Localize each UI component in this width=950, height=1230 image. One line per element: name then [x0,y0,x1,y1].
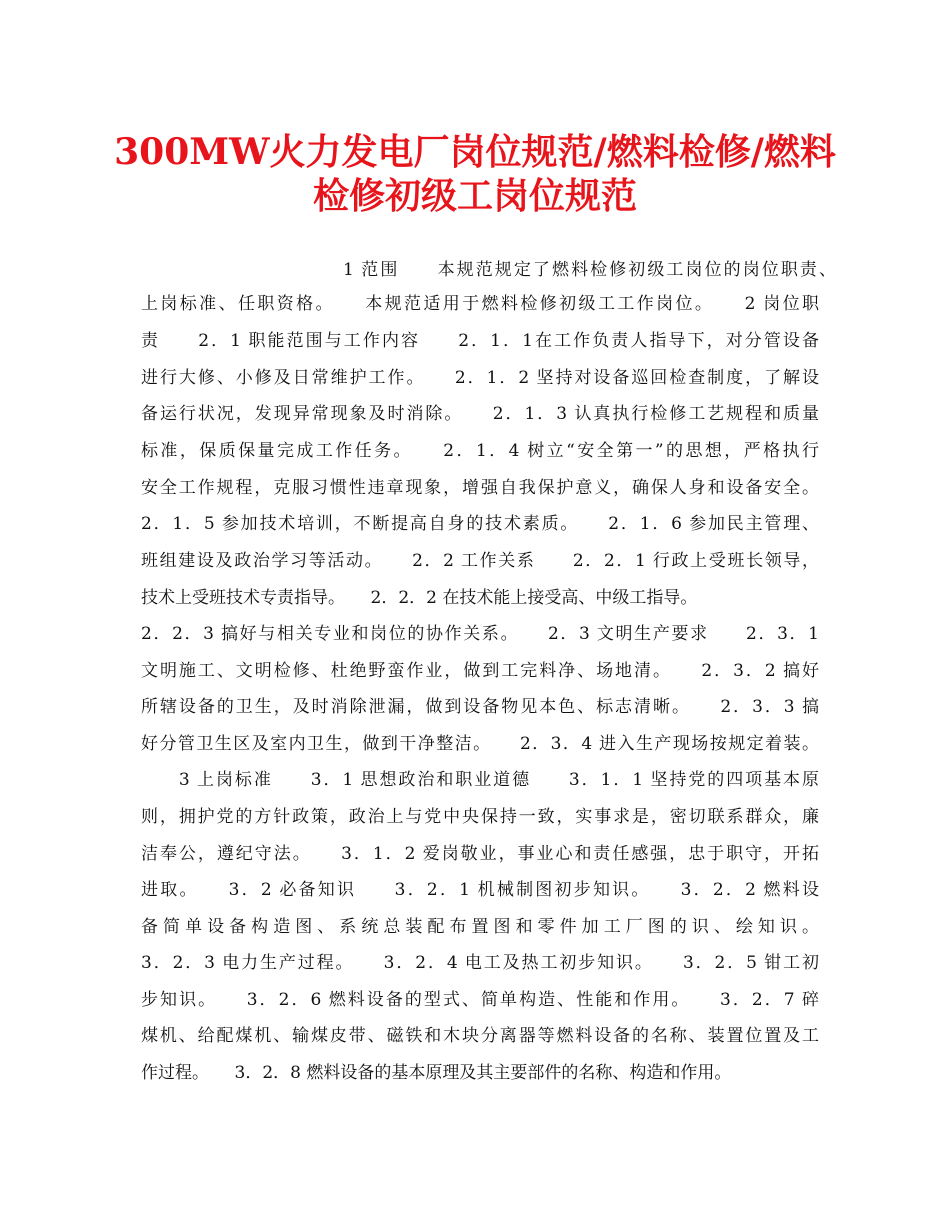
body-line: 则，拥护党的方针政策，政治上与党中央保持一致，实事求是，密切联系群众，廉 [141,807,819,827]
body-line: 安全工作规程，克服习惯性违章现象，增强自我保护意义，确保人身和设备安全。 [141,478,819,498]
body-line: 煤机、给配煤机、输煤皮带、磁铁和木块分离器等燃料设备的名称、装置位置及工 [141,1026,819,1046]
body-line: 2．2．3 搞好与相关专业和岗位的协作关系。 2．3 文明生产要求 2．3．1 [141,624,819,644]
body-line: 作过程。 3．2．8 燃料设备的基本原理及其主要部件的名称、构造和作用。 [141,1063,732,1083]
body-line: 备运行状况，发现异常现象及时消除。 2．1．3 认真执行检修工艺规程和质量 [141,404,819,424]
body-line: 进取。 3．2 必备知识 3．2．1 机械制图初步知识。 3．2．2 燃料设 [141,880,819,900]
body-line: 班组建设及政治学习等活动。 2．2 工作关系 2．2．1 行政上受班长领导， [141,551,819,571]
body-line: 3 上岗标准 3．1 思想政治和职业道德 3．1．1 坚持党的四项基本原 [141,770,819,790]
body-line: 进行大修、小修及日常维护工作。 2．1．2 坚持对设备巡回检查制度，了解设 [141,368,819,388]
body-line: 文明施工、文明检修、杜绝野蛮作业，做到工完料净、场地清。 2．3．2 搞好 [141,661,819,681]
body-line: 2．1．5 参加技术培训，不断提高自身的技术素质。 2．1．6 参加民主管理、 [141,514,819,534]
body-line: 上岗标准、任职资格。 本规范适用于燃料检修初级工工作岗位。 2 岗位职 [141,294,819,314]
body-line: 洁奉公，遵纪守法。 3．1．2 爱岗敬业，事业心和责任感强，忠于职守，开拓 [141,844,819,864]
body-line: 备简单设备构造图、系统总装配布置图和零件加工厂图的识、绘知识。 [141,917,819,937]
document-title-line-2: 检修初级工岗位规范 [312,175,637,217]
document-title-line-1: 300MW火力发电厂岗位规范/燃料检修/燃料 [114,131,836,173]
body-line: 所辖设备的卫生，及时消除泄漏，做到设备物见本色、标志清晰。 2．3．3 搞 [141,697,819,717]
body-line: 1 范围 本规范规定了燃料检修初级工岗位的岗位职责、 [343,260,836,280]
body-line: 标准，保质保量完成工作任务。 2．1．4 树立“安全第一”的思想，严格执行 [141,441,819,461]
body-line: 好分管卫生区及室内卫生，做到干净整洁。 2．3．4 进入生产现场按规定着装。 [141,734,819,754]
body-line: 步知识。 3．2．6 燃料设备的型式、简单构造、性能和作用。 3．2．7 碎 [141,990,819,1010]
body-line: 技术上受班技术专责指导。 2．2．2 在技术能上接受高、中级工指导。 [141,588,698,608]
body-line: 3．2．3 电力生产过程。 3．2．4 电工及热工初步知识。 3．2．5 钳工初 [141,953,819,973]
body-line: 责 2．1 职能范围与工作内容 2．1．1在工作负责人指导下，对分管设备 [141,331,819,351]
